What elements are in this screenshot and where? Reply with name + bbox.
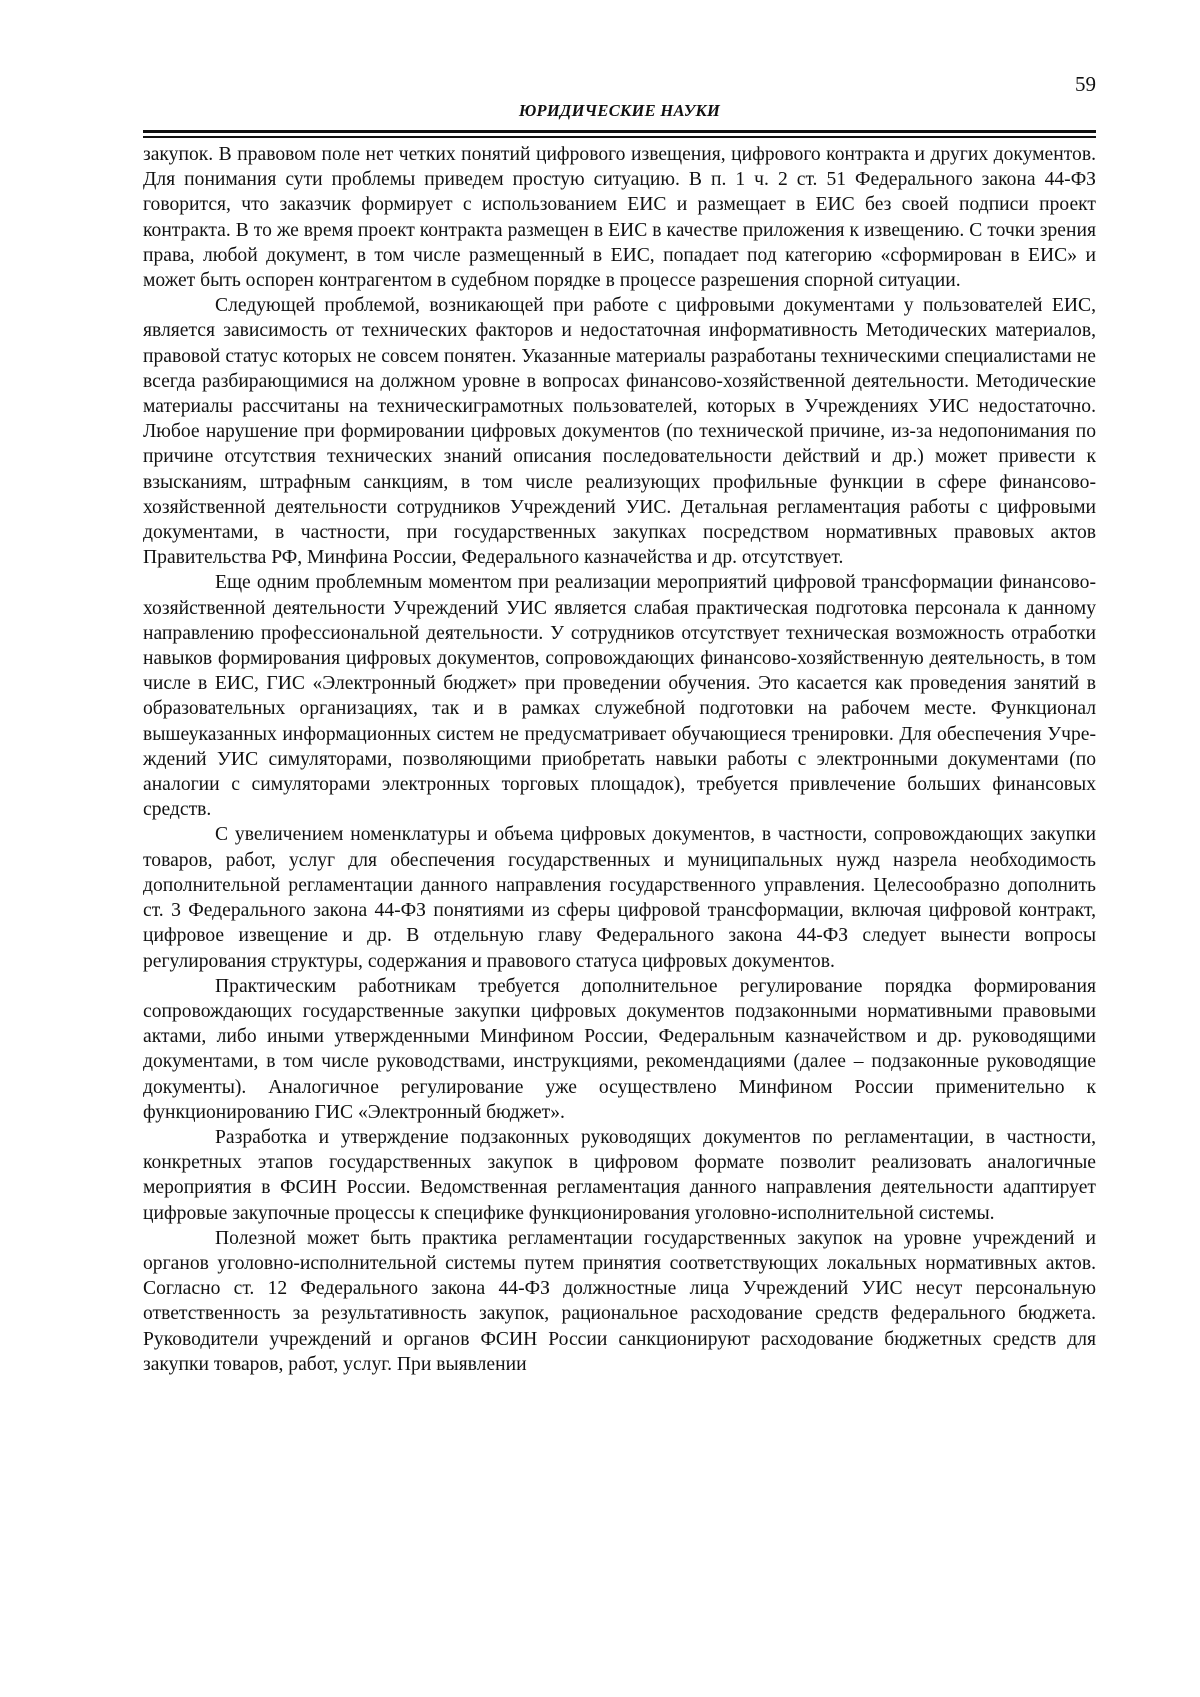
paragraph-5: Практическим работникам требуется дополнительное регулирование порядка формирова­ния сопровождающих государственные закупки цифровых документов подзаконными норматив­ными правовыми актами, либо иными утвержденными Минфином России, Федеральным казна­чейством и др. руководящими документами, в том числе руководствами, инструкциями, рекомен­дациями (далее – подзаконные руководящие документы). Аналогичное регулирование уже осу­ществлено Минфином России применительно к функционированию ГИС «Электронный бюджет». <box>143 974 1096 1125</box>
header-rule <box>143 130 1096 138</box>
paragraph-4: С увеличением номенклатуры и объема цифровых документов, в частности, сопровожда­ющих закупки товаров, работ, услуг для обеспечения государственных и муниципальных нужд назрела необходимость дополнительной регламентации данного направления государственного управления. Целесообразно дополнить ст. 3 Федерального закона 44-ФЗ понятиями из сферы циф­ровой трансформации, включая цифровой контракт, цифровое извещение и др. В отдельную главу Федерального закона 44-ФЗ следует вынести вопросы регулирования структуры, содержания и правового статуса цифровых документов. <box>143 822 1096 973</box>
paragraph-2: Следующей проблемой, возникающей при работе с цифровыми документами у пользова­телей ЕИС, является зависимость от технических факторов и недостаточная информативность Ме­тодических материалов, правовой статус которых не совсем понятен. Указанные материалы разра­ботаны техническими специалистами не всегда разбирающимися на должном уровне в вопросах финансово-хозяйственной деятельности. Методические материалы рассчитаны на технически­грамотных пользователей, которых в Учреждениях УИС недостаточно. Любое нарушение при формировании цифровых документов (по технической причине, из-за недопонимания по причине отсутствия технических знаний описания последовательности действий и др.) может привести к взысканиям, штрафным санкциям, в том числе реализующих профильные функции в сфере фи­нансово-хозяйственной деятельности сотрудников Учреждений УИС. Детальная регламентация работы с цифровыми документами, в частности, при государственных закупках посредством нор­мативных правовых актов Правительства РФ, Минфина России, Федерального казначейства и др. отсутствует. <box>143 293 1096 570</box>
article-body <box>143 142 1096 1377</box>
header-rule-thin <box>143 136 1096 138</box>
paragraph-6: Разработка и утверждение подзаконных руководящих документов по регламентации, в частности, конкретных этапов государственных закупок в цифровом формате позволит реализо­вать аналогичные мероприятия в ФСИН России. Ведомственная регламентация данного направле­ния деятельности адаптирует цифровые закупочные процессы к специфике функционирования уголовно-исполнительной системы. <box>143 1125 1096 1226</box>
paragraph-1: закупок. В правовом поле нет четких понятий цифрового извещения, цифрового контракта и дру­гих документов. Для понимания сути проблемы приведем простую ситуацию. В п. 1 ч. 2 ст. 51 Федерального закона 44-ФЗ говорится, что заказчик формирует с использованием ЕИС и размещает в ЕИС без своей подписи проект контракта. В то же время проект контракта размещен в ЕИС в качестве приложения к извещению. С точки зрения права, любой документ, в том числе размещенный в ЕИС, попадает под категорию «сформирован в ЕИС» и может быть оспорен контрагентом в судебном порядке в процессе разрешения спорной ситуации. <box>143 142 1096 293</box>
paragraph-3: Еще одним проблемным моментом при реализации мероприятий цифровой трансформации финансово-хозяйственной деятельности Учреждений УИС является слабая практическая подго­товка персонала к данному направлению профессиональной деятельности. У сотрудников отсут­ствует техническая возможность отработки навыков формирования цифровых документов, сопро­вождающих финансово-хозяйственную деятельность, в том числе в ЕИС, ГИС «Электронный бюджет» при проведении обучения. Это касается как проведения занятий в образовательных орга­низациях, так и в рамках служебной подготовки на рабочем месте. Функционал вышеуказанных информационных систем не предусматривает обучающиеся тренировки. Для обеспечения Учре­ждений УИС симуляторами, позволяющими приобретать навыки работы с электронными доку­ментами (по аналогии с симуляторами электронных торговых площадок), требуется привлечение больших финансовых средств. <box>143 570 1096 822</box>
page-number: 59 <box>1046 72 1096 97</box>
running-header: ЮРИДИЧЕСКИЕ НАУКИ <box>143 101 1096 121</box>
header-rule-thick <box>143 130 1096 133</box>
paragraph-7: Полезной может быть практика регламентации государственных закупок на уровне учре­ждений и органов уголовно-исполнительной системы путем принятия соответствующих локаль­ных нормативных актов. Согласно ст. 12 Федерального закона 44-ФЗ должностные лица Учрежде­ний УИС несут персональную ответственность за результативность закупок, рациональное расхо­дование средств федерального бюджета. Руководители учреждений и органов ФСИН России санк­ционируют расходование бюджетных средств для закупки товаров, работ, услуг. При выявлении <box>143 1226 1096 1377</box>
